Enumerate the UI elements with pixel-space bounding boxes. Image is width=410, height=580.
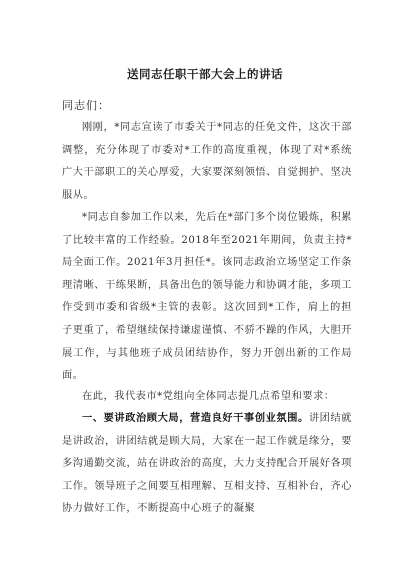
paragraph-2: *同志自参加工作以来，先后在*部门多个岗位锻炼，积累了比较丰富的工作经验。2018年至2021年期间，负责主持*局全面工作。2021年3月担任*。该同志政治立场坚定工作条理清晰、干练果断，具备出色的领导能力和协调才能，多项工作受到市委和省级*主管的表彰。这次回到*工作，肩上的担子更重了，希望继续保持谦虚谨慎、不骄不躁的作风，大胆开展工作，与其他班子成员团结协作，努力开创出新的工作局面。: [62, 212, 352, 382]
section-body: 讲团结就是讲政治，讲团结就是顾大局，大家在一起工作就是缘分，要多沟通勤交流，站在讲政治的高度，大力支持配合开展好各项工作。领导班子之间要互相理解、互相支持、互相补台，齐心协力做好工作，不断提高中心班子的凝聚: [62, 413, 352, 515]
paragraph-3: 在此，我代表市*党组向全体同志提几点希望和要求：: [82, 391, 335, 402]
section-heading: 一、要讲政治顾大局，营造良好干事创业氛围。: [82, 413, 309, 424]
paragraph-1: 刚刚，*同志宣读了市委关于*同志的任免文件，这次干部调整，充分体现了市委对*工作的高度重视，体现了对*系统广大干部职工的关心厚爱，大家要深刻领悟、自觉拥护、坚决服从。: [62, 122, 352, 201]
section-paragraph: [62, 408, 352, 521]
salutation: 同志们：: [62, 99, 110, 112]
document-title: 送同志任职干部大会上的讲话: [127, 67, 283, 81]
